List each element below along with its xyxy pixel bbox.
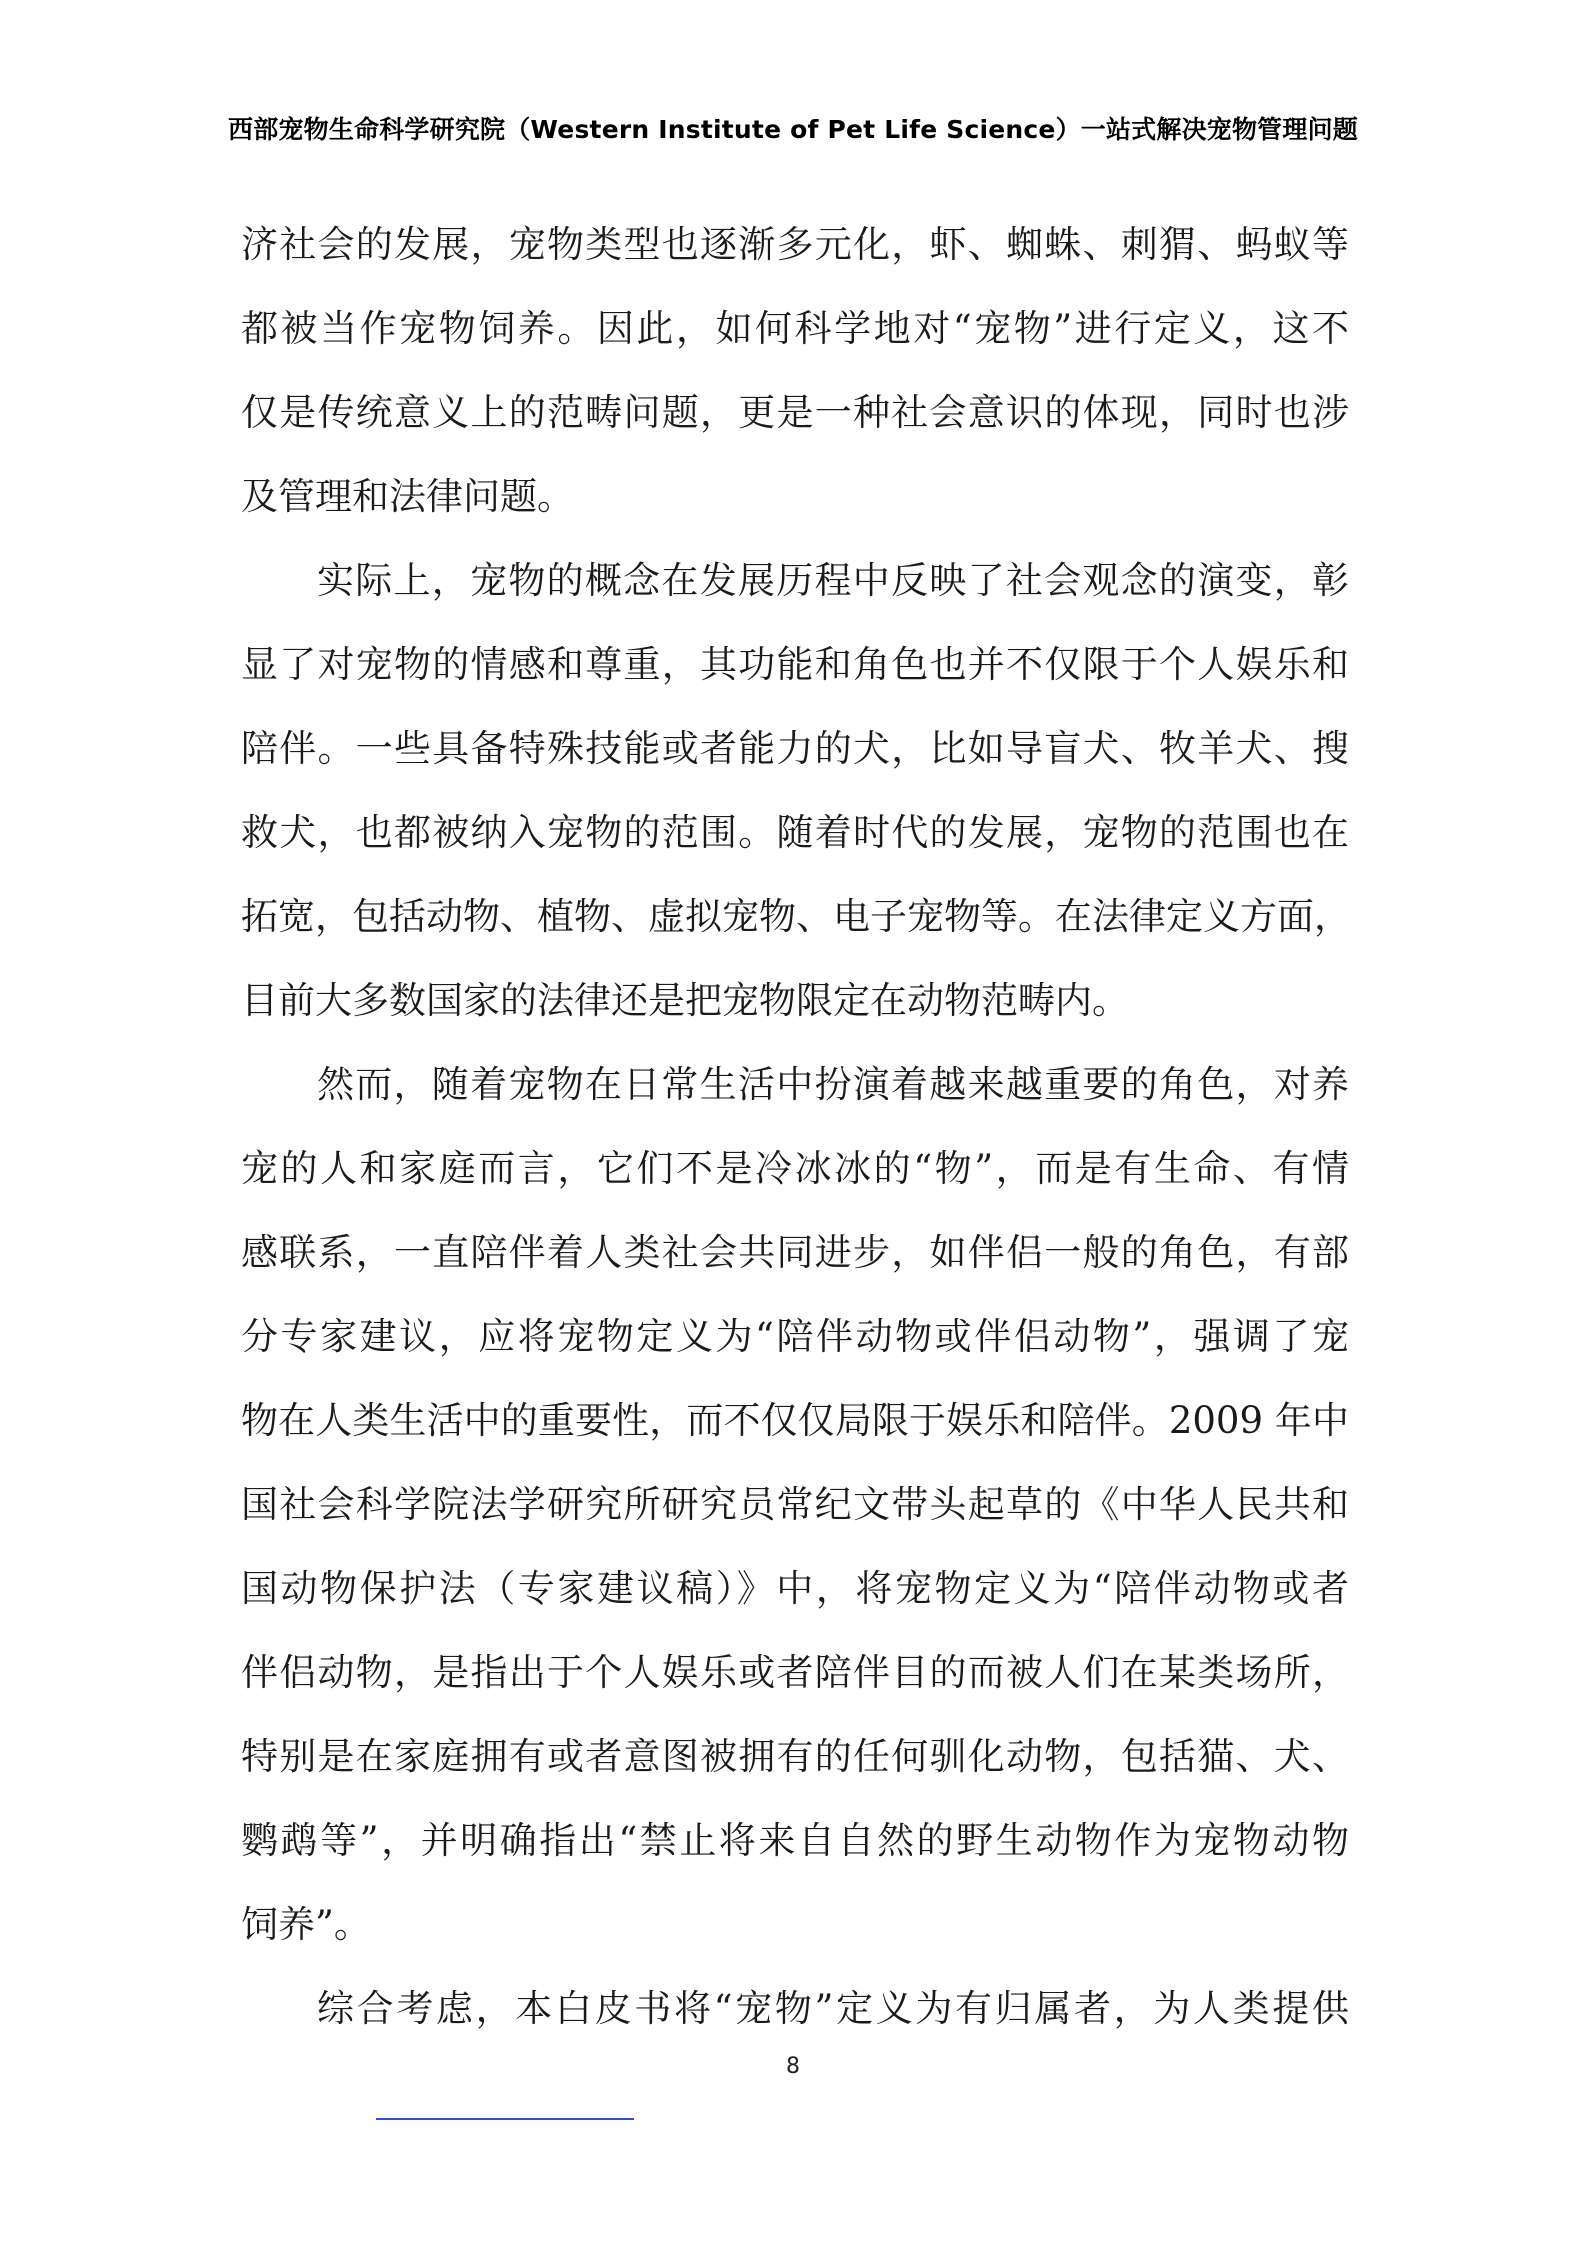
text-line: 宠的人和家庭而言，它们不是冷冰冰的“物”，而是有生命、有情 — [241, 1147, 1349, 1190]
text-line: 特别是在家庭拥有或者意图被拥有的任何驯化动物，包括猫、犬、 — [241, 1735, 1349, 1778]
text-line: 都被当作宠物饲养。因此，如何科学地对“宠物”进行定义，这不 — [241, 307, 1349, 350]
body-text — [241, 203, 1349, 2051]
text-line: 及管理和法律问题。 — [241, 475, 574, 518]
text-line: 鹦鹉等”，并明确指出“禁止将来自自然的野生动物作为宠物动物 — [241, 1819, 1349, 1862]
page-number: 8 — [786, 2054, 800, 2079]
text-line: 仅是传统意义上的范畴问题，更是一种社会意识的体现，同时也涉 — [241, 391, 1349, 434]
text-line: 实际上，宠物的概念在发展历程中反映了社会观念的演变，彰 — [317, 559, 1349, 602]
text-line: 陪伴。一些具备特殊技能或者能力的犬，比如导盲犬、牧羊犬、搜 — [241, 727, 1349, 770]
running-header: 西部宠物生命科学研究院（Western Institute of Pet Life Science）一站式解决宠物管理问题 — [228, 115, 1358, 144]
text-line: 救犬，也都被纳入宠物的范围。随着时代的发展，宠物的范围也在 — [241, 811, 1349, 854]
text-line: 伴侣动物，是指出于个人娱乐或者陪伴目的而被人们在某类场所， — [241, 1651, 1349, 1694]
text-line: 饲养”。 — [241, 1903, 371, 1946]
text-line: 显了对宠物的情感和尊重，其功能和角色也并不仅限于个人娱乐和 — [241, 643, 1349, 686]
text-line: 分专家建议，应将宠物定义为“陪伴动物或伴侣动物”，强调了宠 — [241, 1315, 1349, 1358]
footnote-separator — [376, 2118, 634, 2120]
text-line: 济社会的发展，宠物类型也逐渐多元化，虾、蜘蛛、刺猬、蚂蚁等 — [241, 223, 1349, 266]
text-line: 物在人类生活中的重要性，而不仅仅局限于娱乐和陪伴。2009 年中 — [241, 1399, 1349, 1442]
text-line: 综合考虑，本白皮书将“宠物”定义为有归属者，为人类提供 — [317, 1987, 1349, 2030]
text-line: 拓宽，包括动物、植物、虚拟宠物、电子宠物等。在法律定义方面， — [241, 895, 1351, 938]
text-line: 目前大多数国家的法律还是把宠物限定在动物范畴内。 — [241, 979, 1129, 1022]
text-line: 然而，随着宠物在日常生活中扮演着越来越重要的角色，对养 — [317, 1063, 1349, 1106]
text-line: 感联系，一直陪伴着人类社会共同进步，如伴侣一般的角色，有部 — [241, 1231, 1349, 1274]
text-line: 国社会科学院法学研究所研究员常纪文带头起草的《中华人民共和 — [241, 1483, 1349, 1526]
text-line: 国动物保护法（专家建议稿）》中，将宠物定义为“陪伴动物或者 — [241, 1567, 1349, 1610]
